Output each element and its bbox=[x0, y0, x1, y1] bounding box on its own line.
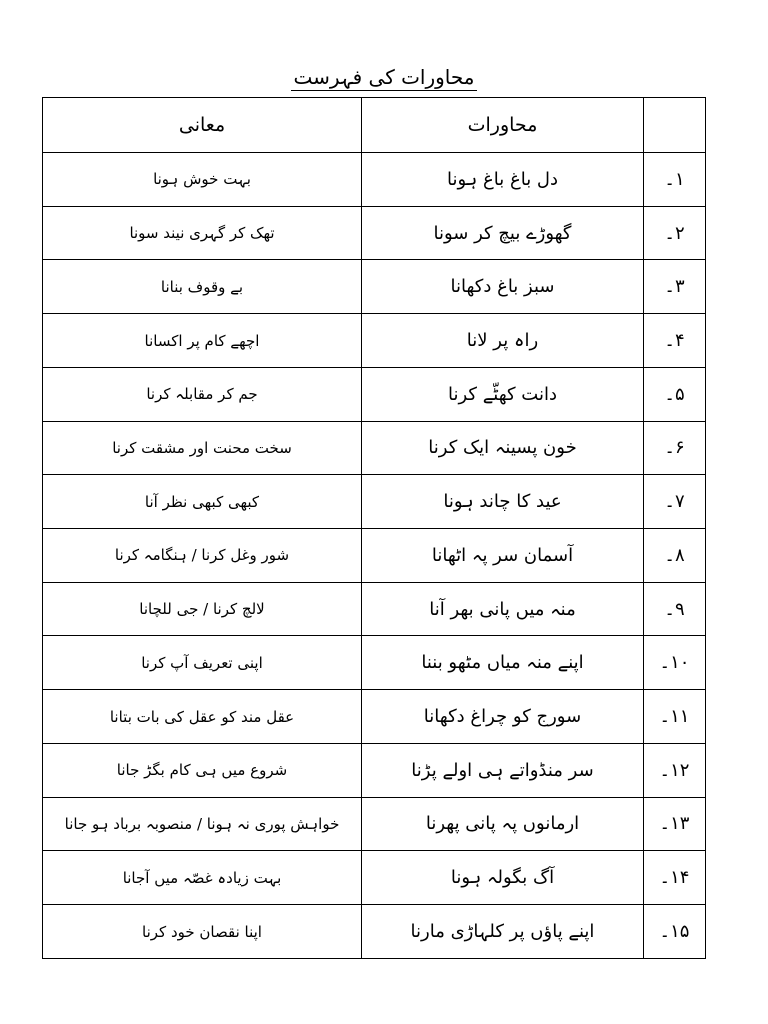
table-row bbox=[43, 206, 706, 260]
row-number: ۸۔ bbox=[644, 529, 706, 583]
meaning-cell: تھک کر گہری نیند سونا bbox=[43, 206, 362, 260]
idiom-cell: سر منڈواتے ہی اولے پڑنا bbox=[362, 743, 644, 797]
row-number: ۵۔ bbox=[644, 367, 706, 421]
row-number: ۱۔ bbox=[644, 153, 706, 207]
row-number: ۱۴۔ bbox=[644, 851, 706, 905]
table-row bbox=[43, 743, 706, 797]
row-number: ۶۔ bbox=[644, 421, 706, 475]
table-row bbox=[43, 582, 706, 636]
idiom-cell: خون پسینہ ایک کرنا bbox=[362, 421, 644, 475]
header-meaning: معانی bbox=[43, 98, 362, 153]
row-number: ۴۔ bbox=[644, 314, 706, 368]
meaning-cell: لالچ کرنا / جی للچانا bbox=[43, 582, 362, 636]
idioms-table bbox=[42, 97, 706, 959]
meaning-cell: شور وغل کرنا / ہنگامہ کرنا bbox=[43, 529, 362, 583]
meaning-cell: اچھے کام پر اکسانا bbox=[43, 314, 362, 368]
meaning-cell: سخت محنت اور مشقت کرنا bbox=[43, 421, 362, 475]
idiom-cell: دانت کھٹّے کرنا bbox=[362, 367, 644, 421]
row-number: ۱۲۔ bbox=[644, 743, 706, 797]
idiom-cell: آسمان سر پہ اٹھانا bbox=[362, 529, 644, 583]
row-number: ۳۔ bbox=[644, 260, 706, 314]
table-row bbox=[43, 421, 706, 475]
header-number bbox=[644, 98, 706, 153]
idiom-cell: سبز باغ دکھانا bbox=[362, 260, 644, 314]
idiom-cell: ارمانوں پہ پانی پھرنا bbox=[362, 797, 644, 851]
table-row bbox=[43, 153, 706, 207]
table-row bbox=[43, 314, 706, 368]
idiom-cell: اپنے پاؤں پر کلہاڑی مارنا bbox=[362, 905, 644, 959]
row-number: ۹۔ bbox=[644, 582, 706, 636]
table-row bbox=[43, 690, 706, 744]
meaning-cell: جم کر مقابلہ کرنا bbox=[43, 367, 362, 421]
row-number: ۱۰۔ bbox=[644, 636, 706, 690]
table-row bbox=[43, 851, 706, 905]
idiom-cell: آگ بگولہ ہونا bbox=[362, 851, 644, 905]
meaning-cell: عقل مند کو عقل کی بات بتانا bbox=[43, 690, 362, 744]
idiom-cell: اپنے منہ میاں مٹھو بننا bbox=[362, 636, 644, 690]
row-number: ۱۱۔ bbox=[644, 690, 706, 744]
table-row bbox=[43, 260, 706, 314]
row-number: ۱۵۔ bbox=[644, 905, 706, 959]
idiom-cell: گھوڑے بیچ کر سونا bbox=[362, 206, 644, 260]
idiom-cell: منہ میں پانی بھر آنا bbox=[362, 582, 644, 636]
header-row bbox=[43, 98, 706, 153]
idiom-cell: عید کا چاند ہونا bbox=[362, 475, 644, 529]
row-number: ۱۳۔ bbox=[644, 797, 706, 851]
title-text: محاورات کی فہرست bbox=[293, 65, 475, 89]
meaning-cell: اپنا نقصان خود کرنا bbox=[43, 905, 362, 959]
meaning-cell: شروع میں ہی کام بگڑ جانا bbox=[43, 743, 362, 797]
meaning-cell: بہت زیادہ غصّہ میں آجانا bbox=[43, 851, 362, 905]
meaning-cell: اپنی تعریف آپ کرنا bbox=[43, 636, 362, 690]
row-number: ۲۔ bbox=[644, 206, 706, 260]
document-title bbox=[0, 62, 768, 92]
meaning-cell: خواہش پوری نہ ہونا / منصوبہ برباد ہو جانا bbox=[43, 797, 362, 851]
table-row bbox=[43, 636, 706, 690]
row-number: ۷۔ bbox=[644, 475, 706, 529]
meaning-cell: کبھی کبھی نظر آنا bbox=[43, 475, 362, 529]
meaning-cell: بے وقوف بنانا bbox=[43, 260, 362, 314]
idiom-cell: دل باغ باغ ہونا bbox=[362, 153, 644, 207]
header-idiom: محاورات bbox=[362, 98, 644, 153]
table-row bbox=[43, 475, 706, 529]
idiom-cell: سورج کو چراغ دکھانا bbox=[362, 690, 644, 744]
table-row bbox=[43, 529, 706, 583]
table-row bbox=[43, 367, 706, 421]
table-row bbox=[43, 905, 706, 959]
idiom-cell: راہ پر لانا bbox=[362, 314, 644, 368]
meaning-cell: بہت خوش ہونا bbox=[43, 153, 362, 207]
table-row bbox=[43, 797, 706, 851]
